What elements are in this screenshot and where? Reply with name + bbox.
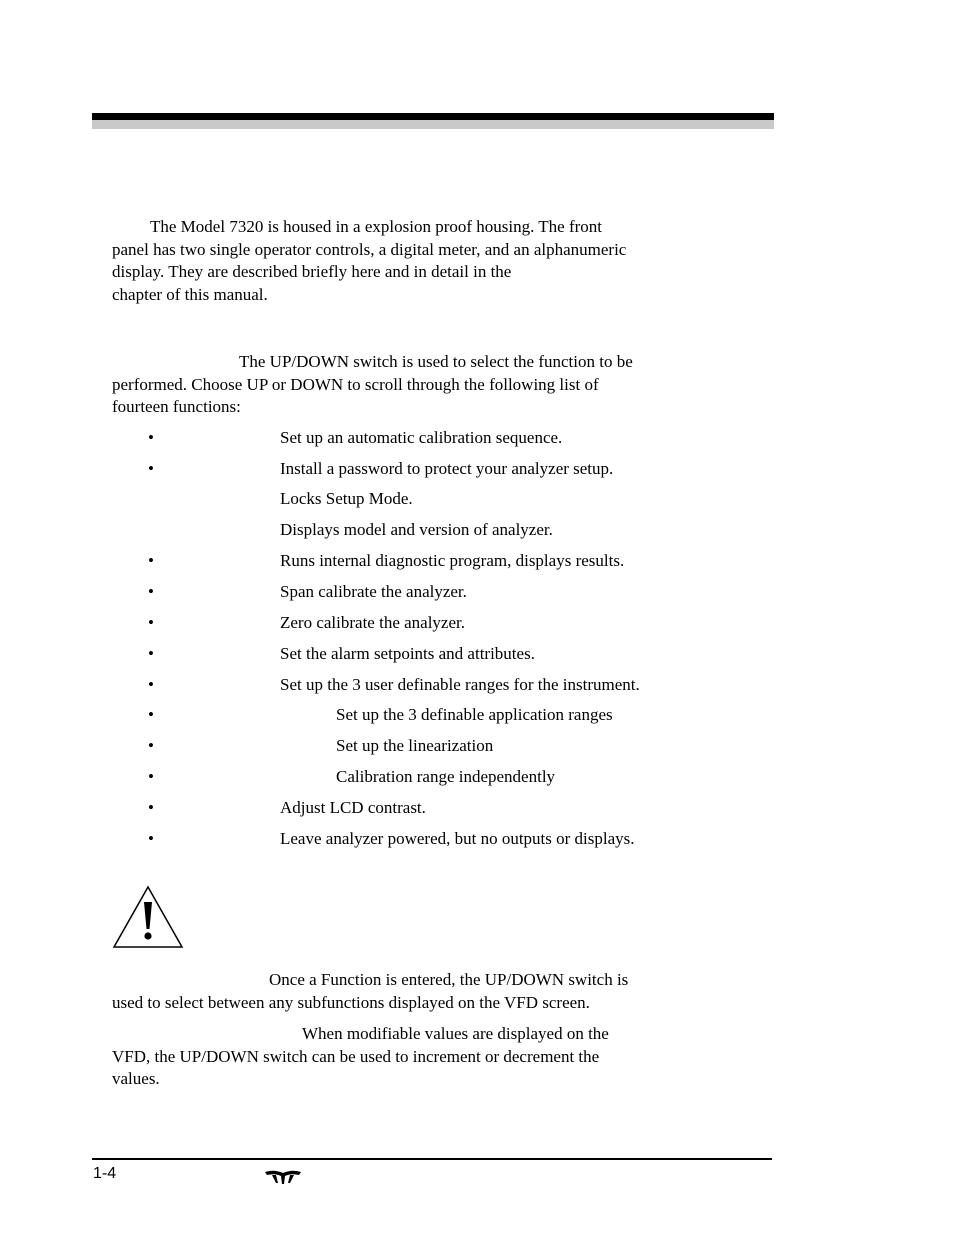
intro-line-3: display. They are described briefly here and in detail in the <box>112 262 512 282</box>
function-description: Set up the 3 user definable ranges for the instrument. <box>280 675 640 694</box>
modify-line-2: VFD, the UP/DOWN switch can be used to increment or decrement the <box>112 1046 600 1066</box>
intro-paragraph <box>112 216 672 306</box>
list-item <box>0 613 700 635</box>
header-rule <box>92 113 774 120</box>
list-item <box>0 798 700 820</box>
updown-paragraph <box>112 351 672 419</box>
bullet: • <box>148 644 154 663</box>
bullet: • <box>148 736 154 755</box>
page-number: 1-4 <box>93 1165 117 1182</box>
bullet: • <box>148 767 154 786</box>
function-description: Zero calibrate the analyzer. <box>280 613 465 632</box>
subfunction-paragraph <box>112 969 672 1014</box>
list-item <box>0 829 700 851</box>
bullet: • <box>148 705 154 724</box>
modify-line-1: When modifiable values are displayed on the <box>302 1024 609 1043</box>
modify-line-3: values. <box>112 1069 160 1089</box>
function-description: Calibration range independently <box>336 767 556 786</box>
list-item <box>0 489 700 511</box>
subfunction-line-2: used to select between any subfunctions displayed on the VFD screen. <box>112 992 590 1012</box>
intro-line-1: The Model 7320 is housed in a explosion proof housing. The front <box>150 217 603 236</box>
function-description: Adjust LCD contrast. <box>280 798 426 817</box>
warning-icon <box>111 884 185 950</box>
intro-line-4: chapter of this manual. <box>112 284 268 304</box>
function-description: Set up the 3 definable application ranges <box>336 705 613 724</box>
updown-line-3: fourteen functions: <box>112 397 241 417</box>
function-description: Set the alarm setpoints and attributes. <box>280 644 535 663</box>
list-item <box>0 428 700 450</box>
function-description: Span calibrate the analyzer. <box>280 582 467 601</box>
function-description: Install a password to protect your analyzer setup. <box>280 459 614 478</box>
bullet: • <box>148 829 154 848</box>
bullet: • <box>148 459 154 478</box>
function-description: Runs internal diagnostic program, displays results. <box>280 551 625 570</box>
bullet: • <box>148 798 154 817</box>
updown-line-1: The UP/DOWN switch is used to select the function to be <box>239 352 633 371</box>
bullet: • <box>148 582 154 601</box>
list-item <box>0 675 700 697</box>
list-item <box>0 644 700 666</box>
list-item <box>0 705 700 727</box>
list-item <box>0 459 700 481</box>
function-description: Set up an automatic calibration sequence. <box>280 428 563 447</box>
function-description: Locks Setup Mode. <box>280 489 413 508</box>
list-item <box>0 582 700 604</box>
list-item <box>0 551 700 573</box>
list-item <box>0 736 700 758</box>
intro-line-2: panel has two single operator controls, a digital meter, and an alphanumeric <box>112 239 627 259</box>
function-description: Displays model and version of analyzer. <box>280 520 553 539</box>
updown-line-2: performed. Choose UP or DOWN to scroll through the following list of <box>112 374 599 394</box>
bullet: • <box>148 613 154 632</box>
bullet: • <box>148 675 154 694</box>
header-rule-shadow <box>92 120 774 129</box>
function-description: Set up the linearization <box>336 736 494 755</box>
bullet: • <box>148 551 154 570</box>
modify-paragraph <box>112 1023 672 1091</box>
teledyne-logo-icon <box>264 1169 302 1185</box>
list-item <box>0 767 700 789</box>
footer-rule <box>92 1158 772 1160</box>
subfunction-line-1: Once a Function is entered, the UP/DOWN switch is <box>269 970 629 989</box>
list-item <box>0 520 700 542</box>
function-description: Leave analyzer powered, but no outputs or displays. <box>280 829 635 848</box>
bullet: • <box>148 428 154 447</box>
